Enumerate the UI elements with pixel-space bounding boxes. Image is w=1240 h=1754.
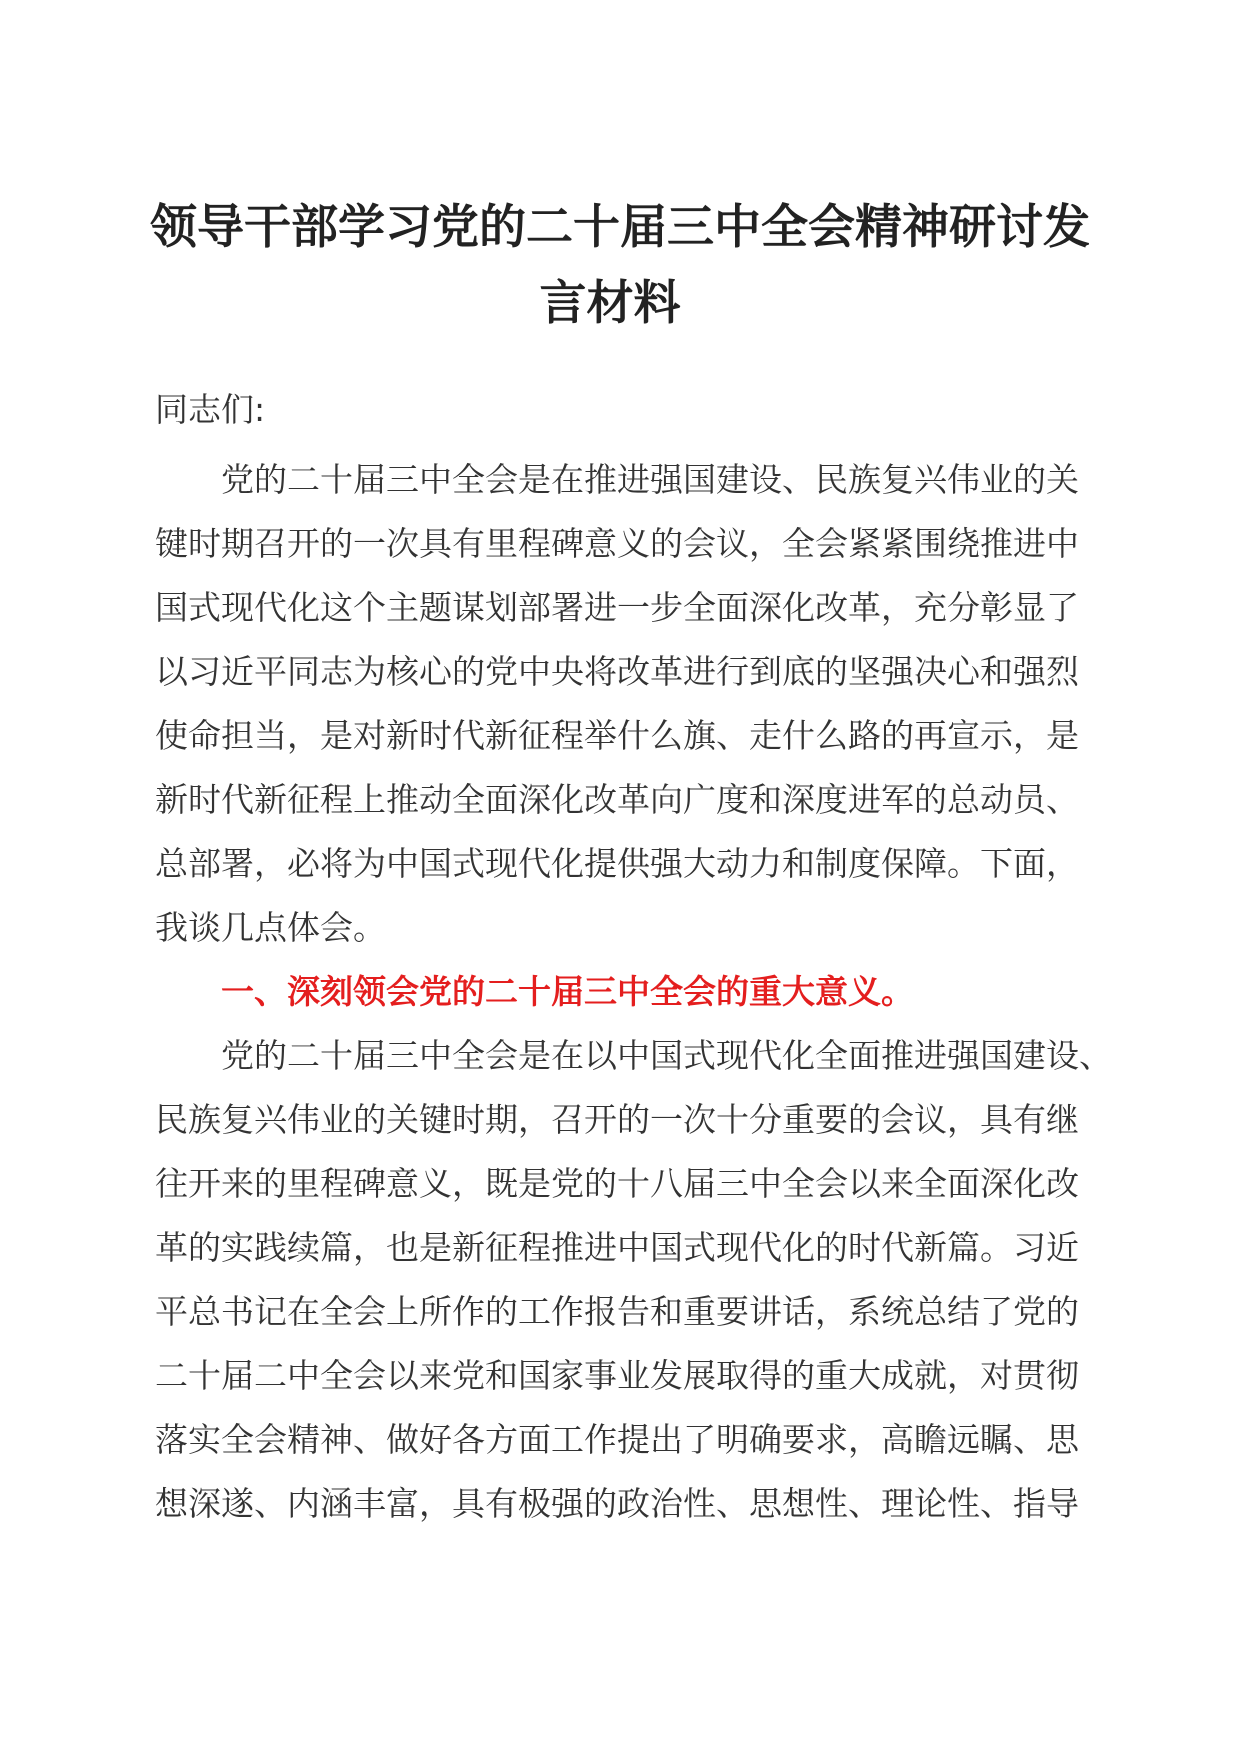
paragraph-line: 往开来的里程碑意义，既是党的十八届三中全会以来全面深化改 xyxy=(155,1164,1079,1203)
paragraph-line: 民族复兴伟业的关键时期，召开的一次十分重要的会议，具有继 xyxy=(155,1100,1079,1139)
paragraph-line: 新时代新征程上推动全面深化改革向广度和深度进军的总动员、 xyxy=(155,780,1079,819)
paragraph-line: 党的二十届三中全会是在以中国式现代化全面推进强国建设、 xyxy=(221,1036,1112,1075)
paragraph-section1 xyxy=(155,1024,1155,1536)
salutation: 同志们: xyxy=(155,390,266,429)
paragraph-line: 键时期召开的一次具有里程碑意义的会议，全会紧紧围绕推进中 xyxy=(155,524,1079,563)
paragraph-line: 落实全会精神、做好各方面工作提出了明确要求，高瞻远瞩、思 xyxy=(155,1420,1079,1459)
paragraph-line: 我谈几点体会。 xyxy=(155,908,386,947)
paragraph-line: 想深遂、内涵丰富，具有极强的政治性、思想性、理论性、指导 xyxy=(155,1484,1079,1523)
paragraph-line: 党的二十届三中全会是在推进强国建设、民族复兴伟业的关 xyxy=(221,460,1079,499)
document-title xyxy=(150,190,1090,342)
section-heading: 一、深刻领会党的二十届三中全会的重大意义。 xyxy=(221,972,914,1011)
title-line: 领导干部学习党的二十届三中全会精神研讨发 xyxy=(150,200,1090,255)
paragraph-line: 平总书记在全会上所作的工作报告和重要讲话，系统总结了党的 xyxy=(155,1292,1079,1331)
paragraph-line: 国式现代化这个主题谋划部署进一步全面深化改革，充分彰显了 xyxy=(155,588,1079,627)
paragraph-line: 革的实践续篇，也是新征程推进中国式现代化的时代新篇。习近 xyxy=(155,1228,1079,1267)
paragraph-line: 二十届二中全会以来党和国家事业发展取得的重大成就，对贯彻 xyxy=(155,1356,1079,1395)
paragraph-line: 总部署，必将为中国式现代化提供强大动力和制度保障。下面， xyxy=(155,844,1079,883)
title-line: 言材料 xyxy=(539,276,681,331)
paragraph-line: 使命担当，是对新时代新征程举什么旗、走什么路的再宣示，是 xyxy=(155,716,1079,755)
paragraph-line: 以习近平同志为核心的党中央将改革进行到底的坚强决心和强烈 xyxy=(155,652,1079,691)
document-body xyxy=(155,378,1155,1536)
paragraph-intro xyxy=(155,448,1155,960)
